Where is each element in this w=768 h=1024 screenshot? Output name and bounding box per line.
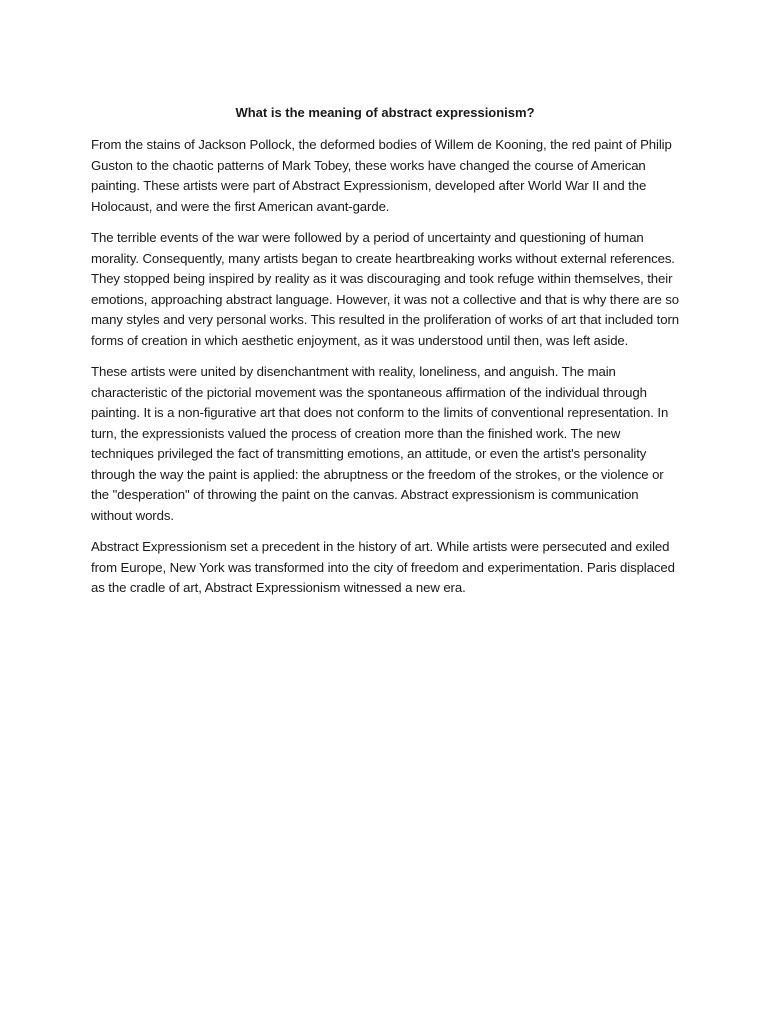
paragraph-2: The terrible events of the war were followed by a period of uncertainty and questioning of human morality. Consequently, many artists began to create heartbreaking works without external references. They stopped being inspired by reality as it was discouraging and took refuge within themselves, their emotions, approaching abstract language. However, it was not a collective and that is why there are so many styles and very personal works. This resulted in the proliferation of works of art that included torn forms of creation in which aesthetic enjoyment, as it was understood until then, was left aside. bbox=[91, 230, 680, 348]
paragraph-4: Abstract Expressionism set a precedent in the history of art. While artists were persecuted and exiled from Europe, New York was transformed into the city of freedom and experimentation. Paris displaced as the cradle of art, Abstract Expressionism witnessed a new era. bbox=[91, 539, 675, 595]
paragraph-3: These artists were united by disenchantment with reality, loneliness, and anguish. The main characteristic of the pictorial movement was the spontaneous affirmation of the individual through painting. It is a non-figurative art that does not conform to the limits of conventional representation. In turn, the expressionists valued the process of creation more than the finished work. The new techniques privileged the fact of transmitting emotions, an attitude, or even the artist's personality through the way the paint is applied: the abruptness or the freedom of the strokes, or the violence or the "desperation" of throwing the paint on the canvas. Abstract expressionism is communication without words. bbox=[91, 364, 669, 523]
paragraph-1: From the stains of Jackson Pollock, the deformed bodies of Willem de Kooning, the red paint of Philip Guston to the chaotic patterns of Mark Tobey, these works have changed the course of American painting. These artists were part of Abstract Expressionism, developed after World War II and the Holocaust, and were the first American avant-garde. bbox=[91, 137, 672, 214]
document-title: What is the meaning of abstract expressionism? bbox=[235, 105, 535, 120]
document-body bbox=[91, 103, 679, 610]
